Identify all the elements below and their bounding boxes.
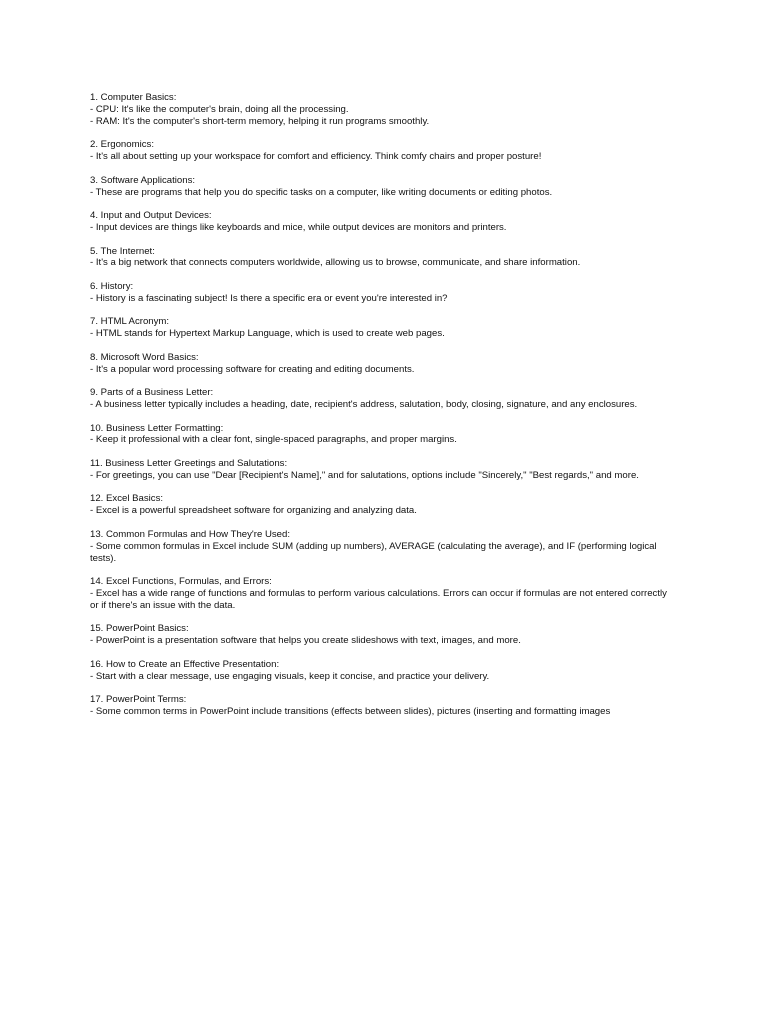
section-line: - Start with a clear message, use engaging visuals, keep it concise, and practice your delivery. bbox=[90, 670, 490, 682]
section-line: - Some common formulas in Excel include SUM (adding up numbers), AVERAGE (calculating the average), and IF (performing logical tests). bbox=[90, 540, 657, 564]
section-line: - Keep it professional with a clear font, single-spaced paragraphs, and proper margins. bbox=[90, 434, 457, 446]
section-1 bbox=[90, 92, 675, 128]
section-heading: 9. Parts of a Business Letter: bbox=[90, 387, 214, 399]
section-heading: 13. Common Formulas and How They're Used: bbox=[90, 528, 291, 540]
section-14 bbox=[90, 576, 675, 612]
section-heading: 2. Ergonomics: bbox=[90, 139, 154, 151]
section-line: - Excel has a wide range of functions and formulas to perform various calculations. Errors can occur if formulas are not entered correctly or if there's an issue with the data. bbox=[90, 588, 667, 611]
section-15 bbox=[90, 623, 675, 647]
section-6 bbox=[90, 281, 675, 305]
section-3 bbox=[90, 175, 675, 199]
section-line: - These are programs that help you do specific tasks on a computer, like writing documents or editing photos. bbox=[90, 186, 553, 198]
section-heading: 5. The Internet: bbox=[90, 245, 155, 257]
section-11 bbox=[90, 458, 675, 482]
section-line: - For greetings, you can use "Dear [Recipient's Name]," and for salutations, options include "Sincerely," "Best regards," and more. bbox=[90, 469, 639, 481]
section-line: - It's a big network that connects computers worldwide, allowing us to browse, communicate, and share information. bbox=[90, 257, 581, 269]
section-heading: 8. Microsoft Word Basics: bbox=[90, 351, 199, 363]
section-heading: 4. Input and Output Devices: bbox=[90, 210, 212, 222]
section-9 bbox=[90, 387, 675, 411]
section-heading: 6. History: bbox=[90, 280, 134, 292]
section-heading: 12. Excel Basics: bbox=[90, 493, 164, 505]
section-heading: 7. HTML Acronym: bbox=[90, 316, 170, 328]
section-line: - Excel is a powerful spreadsheet software for organizing and analyzing data. bbox=[90, 505, 417, 517]
section-line: - Some common terms in PowerPoint include transitions (effects between slides), pictures (inserting and formatting images bbox=[90, 706, 611, 718]
section-heading: 17. PowerPoint Terms: bbox=[90, 694, 187, 706]
section-line: - HTML stands for Hypertext Markup Language, which is used to create web pages. bbox=[90, 328, 445, 340]
section-heading: 10. Business Letter Formatting: bbox=[90, 422, 224, 434]
section-heading: 11. Business Letter Greetings and Salutations: bbox=[90, 457, 288, 469]
section-2 bbox=[90, 139, 675, 163]
section-5 bbox=[90, 246, 675, 270]
section-line: - A business letter typically includes a heading, date, recipient's address, salutation, body, closing, signature, and any enclosures. bbox=[90, 399, 638, 411]
section-line: - It's all about setting up your workspace for comfort and efficiency. Think comfy chairs and proper posture! bbox=[90, 151, 542, 163]
section-12 bbox=[90, 493, 675, 517]
document-page bbox=[90, 92, 675, 730]
section-8 bbox=[90, 352, 675, 376]
section-13 bbox=[90, 529, 675, 565]
section-line: - History is a fascinating subject! Is there a specific era or event you're interested in? bbox=[90, 292, 448, 304]
section-line: - PowerPoint is a presentation software that helps you create slideshows with text, images, and more. bbox=[90, 635, 521, 647]
section-4 bbox=[90, 210, 675, 234]
section-heading: 3. Software Applications: bbox=[90, 174, 196, 186]
section-heading: 14. Excel Functions, Formulas, and Errors: bbox=[90, 576, 272, 588]
section-line: - It's a popular word processing software for creating and editing documents. bbox=[90, 363, 415, 375]
section-heading: 16. How to Create an Effective Presentation: bbox=[90, 658, 280, 670]
section-10 bbox=[90, 423, 675, 447]
section-heading: 1. Computer Basics: bbox=[90, 92, 177, 103]
section-line: - Input devices are things like keyboards and mice, while output devices are monitors and printers. bbox=[90, 222, 507, 234]
section-16 bbox=[90, 659, 675, 683]
section-line: - RAM: It's the computer's short-term memory, helping it run programs smoothly. bbox=[90, 115, 430, 127]
section-17 bbox=[90, 694, 675, 718]
section-line: - CPU: It's like the computer's brain, doing all the processing. bbox=[90, 103, 349, 115]
section-7 bbox=[90, 316, 675, 340]
section-heading: 15. PowerPoint Basics: bbox=[90, 623, 189, 635]
